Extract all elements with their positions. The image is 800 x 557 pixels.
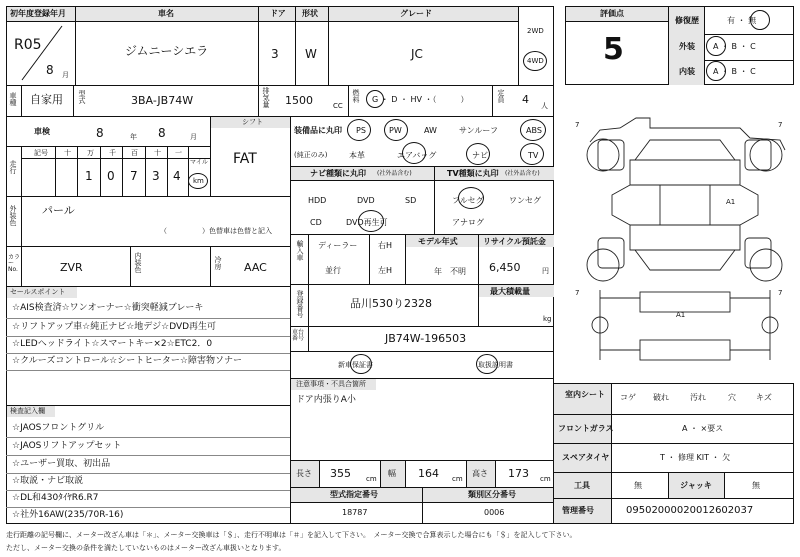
- damage-label: A1: [676, 311, 686, 319]
- inspector-label: 検査記入欄: [10, 407, 45, 415]
- nav-type-label: ナビ種類に丸印: [310, 169, 366, 178]
- width-unit: cm: [452, 475, 463, 483]
- model-cert-label: 型式指定番号: [330, 490, 378, 499]
- notes-label: 注意事項・不具合箇所: [296, 380, 366, 388]
- tv-fullseg: フルセグ: [452, 196, 484, 205]
- model-year-value: 年 不明: [434, 267, 466, 276]
- score-label: 評価点: [600, 9, 624, 18]
- diagram-mark: 7: [575, 289, 580, 297]
- score-value: 5: [603, 32, 624, 67]
- seat-item-tear: 破れ: [653, 393, 669, 402]
- tools-label: 工具: [574, 481, 590, 490]
- spare-tire-label: スペアタイヤ: [562, 453, 610, 462]
- length-value: 355: [330, 467, 351, 480]
- equip-aw: AW: [424, 126, 437, 135]
- mileage-col-juu: 十: [154, 149, 161, 157]
- category-label: 類別区分番号: [468, 490, 516, 499]
- drive-2wd: 2WD: [527, 27, 544, 35]
- jack-label: ジャッキ: [680, 481, 712, 490]
- mileage-col-man: 万: [87, 149, 94, 157]
- mileage-col-ichi: 一: [175, 149, 182, 157]
- equip-ps: PS: [356, 126, 366, 135]
- mile-label: マイル: [190, 159, 208, 166]
- width-value: 164: [418, 467, 439, 480]
- footer-note-2: ただし、メーター交換の条件を満たしていないものはメーター改ざん車扱いとなります。: [6, 544, 286, 552]
- width-label: 幅: [388, 469, 396, 478]
- chassis-value: JB74W-196503: [385, 332, 467, 345]
- shift-value: FAT: [233, 151, 257, 167]
- mileage-digit: 0: [107, 169, 115, 183]
- equip-navi: ナビ: [472, 151, 488, 160]
- height-label: 高さ: [472, 469, 488, 478]
- equipment-sub: (純正のみ): [294, 151, 328, 159]
- repair-options: 有 ・ 無: [727, 16, 757, 25]
- interior-seat-label: 室内シート: [565, 390, 605, 399]
- cc-unit: CC: [333, 102, 343, 110]
- jack-value: 無: [752, 481, 760, 490]
- management-value: 09502000020012602037: [626, 505, 754, 516]
- aircon-label: 冷房: [214, 256, 222, 270]
- registration-value: 品川530り2328: [350, 297, 432, 310]
- color-code-value: ZVR: [60, 261, 83, 274]
- mileage-digit: 4: [173, 169, 181, 183]
- seat-item-burn: コゲ: [620, 393, 636, 402]
- dealer-label: ディーラー: [318, 241, 358, 250]
- damage-label: A1: [726, 198, 736, 206]
- height-unit: cm: [540, 475, 551, 483]
- chassis-label: 車台番号: [292, 329, 305, 342]
- inspector-line: ☆取説・ナビ取説: [12, 476, 84, 486]
- parallel-label: 並行: [325, 266, 341, 275]
- tools-value: 無: [634, 481, 642, 490]
- capacity-unit: 人: [541, 102, 548, 110]
- registration-label: 登録番号: [296, 290, 304, 318]
- tv-oneseg: ワンセグ: [509, 196, 541, 205]
- nav-cd: CD: [310, 218, 322, 227]
- color-label: 外装色: [9, 205, 17, 226]
- nav-dvd: DVD: [357, 196, 375, 205]
- equipment-label: 装備品に丸印: [294, 126, 342, 135]
- shape-value: W: [305, 47, 317, 61]
- max-load-unit: kg: [543, 315, 552, 323]
- exterior-options: A ・ B ・ C: [713, 42, 756, 51]
- inspector-line: ☆社外16AW(235/70R-16): [12, 510, 124, 520]
- color-note: （ ）色替車は色替と記入: [160, 227, 272, 235]
- equip-leather: 本革: [349, 151, 365, 160]
- inspection-year-unit: 年: [130, 133, 137, 141]
- mileage-col-ten-thousand-ten: 十: [64, 149, 71, 157]
- max-load-label: 最大積載量: [490, 287, 530, 296]
- fuel-options: G ・ D ・ HV ・（ ）: [372, 95, 469, 104]
- repair-label: 修復歴: [675, 16, 699, 25]
- inspector-line: ☆DL和430ﾀｲﾔR6.R7: [12, 493, 99, 503]
- model-year-label: モデル年式: [418, 237, 458, 246]
- seat-item-stain: 汚れ: [690, 393, 706, 402]
- reg-year-label: 初年度登録年月: [10, 9, 66, 18]
- tv-analog: アナログ: [452, 218, 484, 227]
- management-label: 管理番号: [562, 506, 594, 515]
- aircon-value: AAC: [244, 261, 267, 274]
- mileage-col-hyaku: 百: [131, 149, 138, 157]
- interior-label: 内装: [679, 67, 695, 76]
- inspection-year: 8: [96, 126, 104, 140]
- category-value: 0006: [484, 508, 505, 517]
- seat-item-scratch: キズ: [756, 393, 772, 402]
- recycle-value: 6,450: [489, 261, 521, 274]
- manual-label: 取扱説明書: [478, 361, 513, 369]
- reg-year: R05: [14, 37, 42, 53]
- fuel-label: 燃料: [352, 89, 360, 103]
- diagram-mark: 7: [778, 289, 783, 297]
- car-name-label: 車名: [158, 9, 174, 18]
- diagram-mark: 7: [575, 121, 580, 129]
- front-glass-label: フロントガラス: [558, 424, 614, 433]
- drive-4wd: 4WD: [527, 57, 544, 65]
- displacement-value: 1500: [285, 94, 313, 107]
- equip-airbag: エアバッグ: [397, 151, 437, 160]
- front-glass-value: A ・ ×要ス: [682, 424, 724, 433]
- equip-tv: TV: [528, 151, 539, 160]
- nav-hdd: HDD: [308, 196, 327, 205]
- tv-type-label: TV種類に丸印: [447, 169, 499, 178]
- mileage-digit: 1: [85, 169, 93, 183]
- reg-month-unit: 月: [62, 71, 69, 79]
- inspection-month: 8: [158, 126, 166, 140]
- new-car-warranty: 新車保証書: [338, 361, 373, 369]
- equip-pw: PW: [389, 126, 402, 135]
- sales-point-line: ☆リフトアップ車☆純正ナビ☆地デジ☆DVD再生可: [12, 322, 217, 332]
- footer-note-1: 走行距離の記号欄に、メーター改ざん車は「＊」、メーター交換車は「＄」、走行不明車は「＃」を記入して下さい。 メーター交換で合算表示した場合にも「＄」を記入して下さい。: [6, 531, 577, 539]
- left-hand-label: 左H: [378, 266, 393, 275]
- shape-label: 形状: [302, 9, 318, 18]
- mileage-label: 走行: [9, 160, 17, 174]
- diagram-mark: 7: [778, 121, 783, 129]
- model-value: 3BA-JB74W: [131, 94, 194, 107]
- length-label: 長さ: [296, 469, 312, 478]
- model-label: 型式: [78, 90, 86, 104]
- vehicle-type-label: 車種: [9, 92, 17, 106]
- inspection-month-unit: 月: [190, 133, 197, 141]
- recycle-unit: 円: [542, 267, 549, 275]
- capacity-label: 定員: [497, 89, 505, 103]
- mileage-col-sen: 千: [109, 149, 116, 157]
- interior-color-label: 内装色: [134, 252, 142, 273]
- right-hand-label: 右H: [378, 241, 393, 250]
- doors-value: 3: [271, 47, 279, 61]
- model-cert-value: 18787: [342, 508, 368, 517]
- reg-month: 8: [46, 63, 54, 77]
- capacity-value: 4: [522, 93, 529, 106]
- equip-abs: ABS: [526, 126, 542, 135]
- color-code-label: カラーNo.: [8, 254, 21, 273]
- recycle-label: リサイクル預託金: [483, 237, 546, 246]
- door-label: ドア: [270, 9, 286, 18]
- car-name: ジムニーシエラ: [125, 44, 209, 58]
- mileage-sub: 記号: [34, 149, 48, 157]
- inspector-line: ☆JAOSフロントグリル: [12, 423, 105, 433]
- seat-item-hole: 穴: [728, 393, 736, 402]
- mileage-digit: 3: [152, 169, 160, 183]
- exterior-label: 外装: [679, 42, 695, 51]
- sales-point-line: ☆クルーズコントロール☆シートヒーター☆障害物ソナー: [12, 356, 242, 366]
- inspector-line: ☆JAOSリフトアップセット: [12, 441, 122, 451]
- spare-tire-value: T ・ 修理 KIT ・ 欠: [660, 453, 731, 462]
- grade-label: グレード: [400, 9, 432, 18]
- inspector-line: ☆ユーザー買取、初出品: [12, 459, 111, 469]
- equip-sunroof: サンルーフ: [459, 126, 498, 135]
- notes-value: ドア内張りA小: [296, 395, 356, 405]
- sales-point-line: ☆AIS検査済☆ワンオーナー☆衝突軽減ブレーキ: [12, 303, 204, 313]
- mileage-digit: 7: [130, 169, 138, 183]
- displacement-label: 排気量: [262, 87, 270, 108]
- vehicle-type-value: 自家用: [30, 93, 63, 106]
- nav-type-sub: (社外品含む): [377, 170, 412, 177]
- nav-sd: SD: [405, 196, 417, 205]
- import-label: 輸入車: [296, 240, 304, 261]
- interior-options: A ・ B ・ C: [713, 67, 756, 76]
- km-label: km: [193, 177, 204, 185]
- tv-type-sub: (社外品含む): [505, 170, 540, 177]
- length-unit: cm: [366, 475, 377, 483]
- shift-label: シフト: [242, 118, 263, 126]
- inspection-label: 車検: [34, 127, 50, 136]
- grade-value: JC: [411, 47, 423, 61]
- color-value: パール: [42, 204, 75, 217]
- sales-points-label: セールスポイント: [10, 288, 66, 296]
- height-value: 173: [508, 467, 529, 480]
- sales-point-line: ☆LEDヘッドライト☆スマートキー×2☆ETC2．0: [12, 339, 213, 349]
- nav-dvd-playback: DVD再生可: [346, 218, 388, 227]
